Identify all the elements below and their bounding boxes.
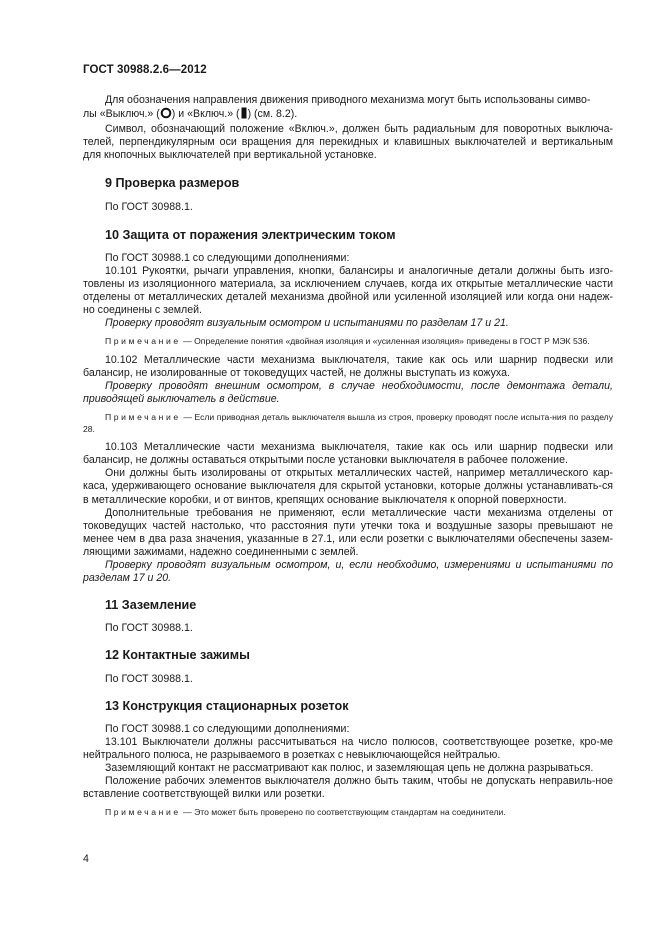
section-heading-10: 10 Защита от поражения электрическим током [105,227,396,242]
section-12-text: По ГОСТ 30988.1. [105,672,193,685]
page-number: 4 [83,853,89,865]
section-heading-11: 11 Заземление [105,598,197,613]
clause-10-102-check: Проверку проводят внешним осмотром, в случае необходимости, после демонтажа детали, приводящей выключатель в действие. [83,380,613,406]
paragraph-text: ) (см. 8.2). [247,108,298,121]
section-11-text: По ГОСТ 30988.1. [105,622,193,635]
clause-10-103-b: Они должны быть изолированы от открытых металлических частей, например металлического кар-каса, удерживающего основание выключателя для скрытой установки, которые должны устанавливать-ся в металлические коробки, и от винтов, крепящих основание выключателя к опорной поверхности. [83,467,613,506]
clause-10-103-c: Дополнительные требования не применяют, если металлические части механизма отделены от токоведущих частей настолько, что расстояния пути утечки тока и воздушные зазоры превышают не менее чем в два раза значения, указанные в 27.1, или если розетки с выключателями обеспечены зазем-ляющими зажимами, надежно соединенными с землей. [83,506,613,558]
note-label: Примечание [105,336,181,347]
note-label: Примечание [105,412,181,423]
clause-10-103: 10.103 Металлические части механизма выключателя, такие как ось или шарнир подвески или балансир, не должны оставаться открытыми после установки выключателя в рабочее положение. [83,441,613,467]
paragraph-on-symbol: Символ, обозначающий положение «Включ.», должен быть радиальным для поворотных выключа-телей, перпендикулярным оси вращения для перекидных и клавишных выключателей и вертикальным для кнопочных выключателей при вертикальной установке. [83,123,613,162]
section-13-intro: По ГОСТ 30988.1 со следующими дополнениями: [105,722,350,735]
section-10-intro: По ГОСТ 30988.1 со следующими дополнениями: [105,251,350,264]
clause-10-101: 10.101 Рукоятки, рычаги управления, кнопки, балансиры и аналогичные детали должны быть изго-товлены из изоляционного материала, за исключением случаев, когда их открытые металлические части отделены от металлических деталей механизма двойной или усиленной изоляцией или когда они надеж-но соединены с землей. [83,264,613,317]
section-heading-9: 9 Проверка размеров [105,176,240,191]
paragraph-symbols-line2 [83,107,613,123]
section-heading-13: 13 Конструкция стационарных розеток [105,698,349,713]
clause-10-102: 10.102 Металлические части механизма выключателя, такие как ось или шарнир подвески или балансир, не изолированные от токоведущих частей, не должны выступать из кожуха. [83,353,613,379]
on-symbol-icon [240,107,248,123]
paragraph-symbols-line1 [83,94,613,107]
note-text: — Если приводная деталь выключателя вышла из строя, проверку проводят после испыта-ния по разделу 28. [83,412,613,434]
clause-13-101: 13.101 Выключатели должны рассчитываться на число полюсов, соответствующее розетке, кро-ме нейтрального полюса, не разрываемого в розетках с невыключающейся нейтралью. [83,735,613,761]
clause-13-101-b: Заземляющий контакт не рассматривают как полюс, и заземляющая цепь не должна разрываться. [105,761,594,774]
section-heading-12: 12 Контактные зажимы [105,648,250,663]
clause-10-103-check: Проверку проводят визуальным осмотром, и, если необходимо, измерениями и испытаниями по разделам 17 и 20. [83,559,613,585]
note-text: — Определение понятия «двойная изоляция и «усиленная изоляция» приведены в ГОСТ Р МЭК 536. [180,336,590,347]
note-text: — Это может быть проверено по соответствующим стандартам на соединители. [180,807,506,818]
note-label: Примечание [105,807,181,818]
paragraph-text: лы «Выключ.» ( [83,108,160,121]
section-9-text: По ГОСТ 30988.1. [105,200,193,213]
note-10-102 [83,412,613,435]
paragraph-text: Для обозначения направления движения приводного механизма могут быть использованы симво- [105,94,591,106]
off-symbol-icon [160,107,172,123]
paragraph-text: ) и «Включ.» ( [171,108,240,121]
clause-10-101-check: Проверку проводят визуальным осмотром и испытаниями по разделам 17 и 21. [105,317,509,330]
note-13-101 [83,807,613,819]
document-code-header: ГОСТ 30988.2.6—2012 [83,64,207,76]
note-10-101 [83,336,613,348]
document-body [83,94,613,819]
clause-13-101-c: Положение рабочих элементов выключателя должно быть таким, чтобы не допускать неправиль-ное вставление соответствующей вилки или розетки. [83,775,613,801]
